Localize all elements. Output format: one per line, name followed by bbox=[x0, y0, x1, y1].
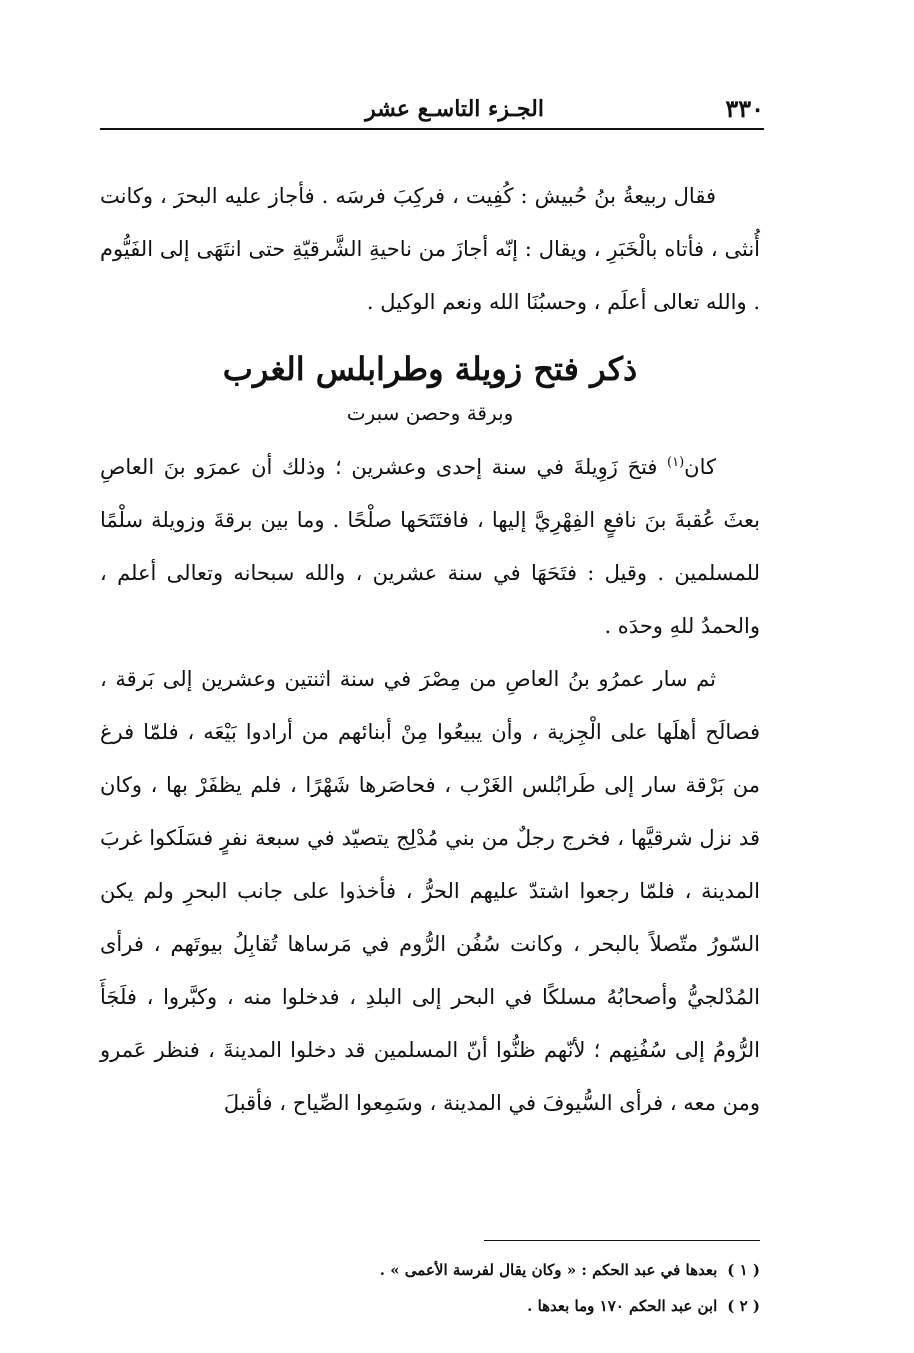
footnote-1 bbox=[100, 1252, 760, 1288]
paragraph-1-lead: كان bbox=[684, 455, 716, 479]
footnote-number: ( ٢ ) bbox=[727, 1297, 760, 1315]
footnote-ref-1: (١) bbox=[667, 455, 685, 470]
running-title: الجـزء التاسـع عشر bbox=[365, 96, 544, 122]
section-subtitle: وبرقة وحصن سبرت bbox=[346, 401, 514, 425]
paragraph-1 bbox=[100, 441, 760, 653]
page-body bbox=[100, 170, 760, 1130]
paragraph-2: ثم سار عمرُو بنُ العاصِ من مِصْرَ في سنة اثنتين وعشرين إلى بَرقة ، فصالَح أهلَها على الْجِزية ، وأن يبيعُوا مِنْ أبنائهم من أرادوا بَيْعَه ، فلمّا فرغ من بَرْقة سار إلى طَرابُلس الغَرْب ، فحاصَرها شَهْرًا ، فلم يظفَرْ بها ، وكان قد نزل شرقيَّها ، فخرج رجلٌ من بني مُدْلِج يتصيّد في سبعة نفرٍ فسَلَكوا غربَ المدينة ، فلمّا رجعوا اشتدّ عليهم الحرُّ ، فأخذوا على جانب البحرِ ولم يكن السّورُ متّصلاً بالبحر ، وكانت سُفُن الرُّوم في مَرساها تُقابِلُ بيوتَهم ، فرأى المُدْلجيُّ وأصحابُهُ مسلكًا في البحر إلى البلدِ ، فدخلوا منه ، وكبَّروا ، فلَجَأَ الرُّومُ إلى سُفُنِهم ؛ لأنّهم ظنُّوا أنّ المسلمين قد دخلوا المدينةَ ، فنظر عَمرو ومن معه ، فرأى السُّيوفَ في المدينة ، وسَمِعوا الصِّياح ، فأقبلَ bbox=[100, 667, 760, 1115]
footnote-number: ( ١ ) bbox=[727, 1261, 760, 1279]
page-number: ٣٣٠ bbox=[725, 94, 764, 123]
footnote-divider bbox=[484, 1240, 760, 1241]
footnote-2 bbox=[100, 1288, 760, 1324]
footnote-text: بعدها في عبد الحكم : « وكان يقال لفرسة الأعمى » . bbox=[379, 1261, 718, 1279]
footnote-text: ابن عبد الحكم ١٧٠ وما بعدها . bbox=[527, 1297, 718, 1315]
paragraph-1-text: فتحَ زَوِيلةَ في سنة إحدى وعشرين ؛ وذلك أن عمرَو بنَ العاصِ بعثَ عُقبةَ بنَ نافعٍ الفِهْرِيَّ إليها ، فافتَتَحَها صلْحًا . وما بين برقةَ وزويلة سلْمًا للمسلمين . وقيل : فتَحَهَا في سنة عشرين ، والله سبحانه وتعالى أعلم ، والحمدُ للهِ وحدَه . bbox=[100, 455, 760, 638]
footnotes bbox=[100, 1252, 760, 1324]
page-header bbox=[100, 92, 764, 130]
section-title: ذكر فتح زويلة وطرابلس الغرب bbox=[222, 350, 638, 388]
intro-paragraph: فقال ربيعةُ بنُ حُبيش : كُفِيت ، فركِبَ فرسَه . فأجاز عليه البحرَ ، وكانت أُنثى ، فأتاه بالْخَبَرِ ، ويقال : إنّه أجازَ من ناحيةِ الشَّرقيّةِ حتى انتَهَى إلى الفَيُّوم . والله تعالى أعلَم ، وحسبُنَا الله ونعم الوكيل . bbox=[100, 184, 760, 314]
